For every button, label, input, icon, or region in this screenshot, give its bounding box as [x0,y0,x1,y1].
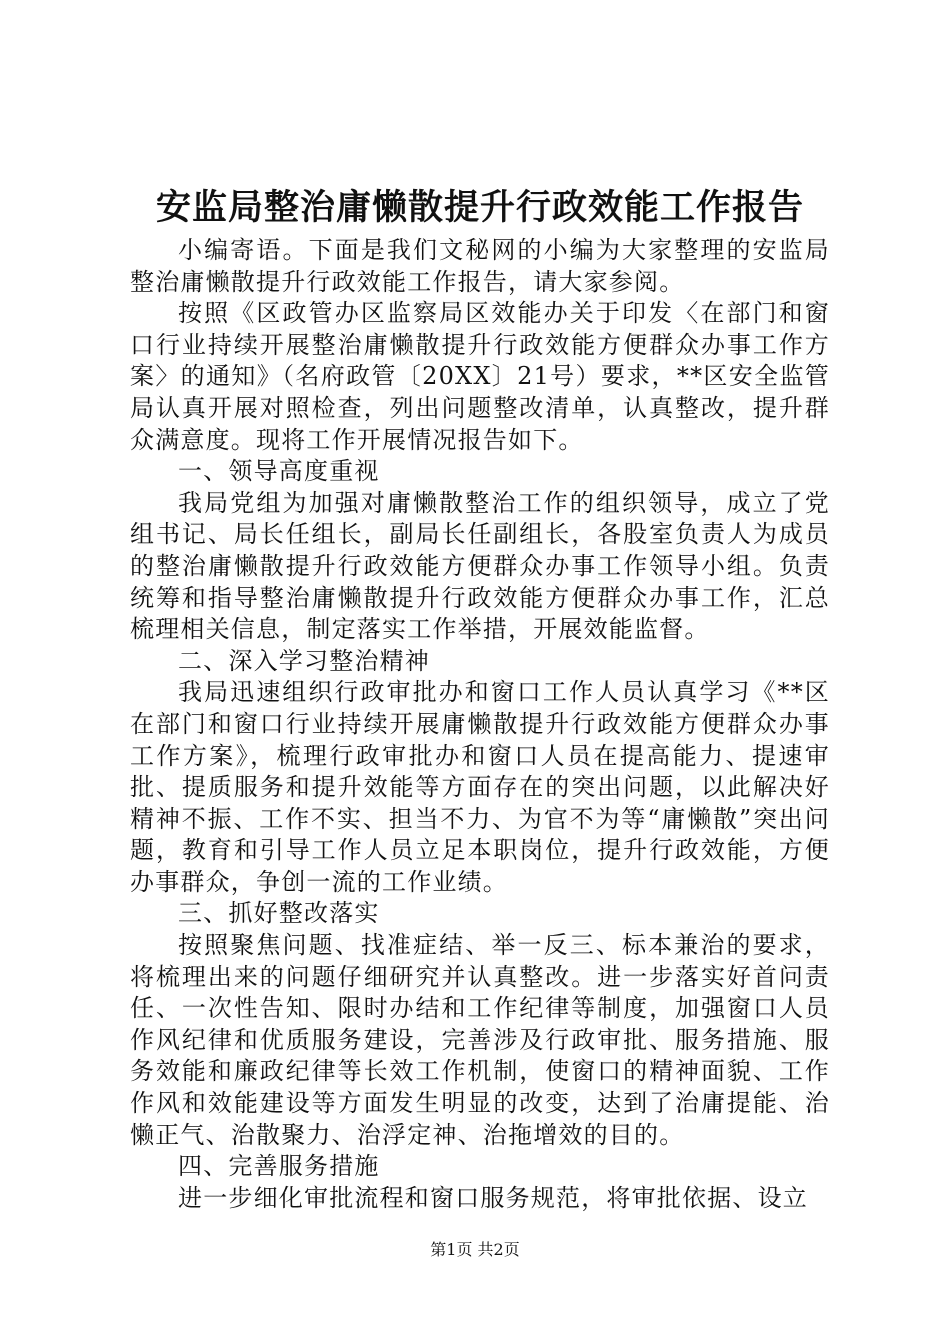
paragraph-intro: 小编寄语。下面是我们文秘网的小编为大家整理的安监局整治庸懒散提升行政效能工作报告，请大家参阅。 [130,236,830,296]
document-title: 安监局整治庸懒散提升行政效能工作报告 [155,187,804,228]
page-number-footer: 第1页 共2页 [430,1240,520,1259]
section-heading-4: 四、完善服务措施 [178,1152,380,1181]
paragraph-section-3: 按照聚焦问题、找准症结、举一反三、标本兼治的要求，将梳理出来的问题仔细研究并认真整改。进一步落实好首问责任、一次性告知、限时办结和工作纪律等制度，加强窗口人员作风纪律和优质服务建设，完善涉及行政审批、服务措施、服务效能和廉政纪律等长效工作机制，使窗口的精神面貌、工作作风和效能建设等方面发生明显的改变，达到了治庸提能、治懒正气、治散聚力、治浮定神、治拖增效的目的。 [130,931,830,1149]
document-body [130,235,830,1214]
section-heading-2: 二、深入学习整治精神 [178,646,430,675]
paragraph-background: 按照《区政管办区监察局区效能办关于印发〈在部门和窗口行业持续开展整治庸懒散提升行政效能方便群众办事工作方案〉的通知》（名府政管〔20XX〕21号）要求，**区安全监管局认真开展对照检查，列出问题整改清单，认真整改，提升群众满意度。现将工作开展情况报告如下。 [130,299,830,454]
section-heading-3: 三、抓好整改落实 [178,899,380,928]
section-heading-1: 一、领导高度重视 [178,457,380,486]
paragraph-section-4: 进一步细化审批流程和窗口服务规范，将审批依据、设立 [178,1183,808,1212]
paragraph-section-2: 我局迅速组织行政审批办和窗口工作人员认真学习《**区在部门和窗口行业持续开展庸懒散提升行政效能方便群众办事工作方案》，梳理行政审批办和窗口人员在提高能力、提速审批、提质服务和提升效能等方面存在的突出问题，以此解决好精神不振、工作不实、担当不力、为官不为等“庸懒散”突出问题，教育和引导工作人员立足本职岗位，提升行政效能，方便办事群众，争创一流的工作业绩。 [130,678,830,896]
paragraph-section-1: 我局党组为加强对庸懒散整治工作的组织领导，成立了党组书记、局长任组长，副局长任副组长，各股室负责人为成员的整治庸懒散提升行政效能方便群众办事工作领导小组。负责统筹和指导整治庸懒散提升行政效能方便群众办事工作，汇总梳理相关信息，制定落实工作举措，开展效能监督。 [130,488,830,644]
